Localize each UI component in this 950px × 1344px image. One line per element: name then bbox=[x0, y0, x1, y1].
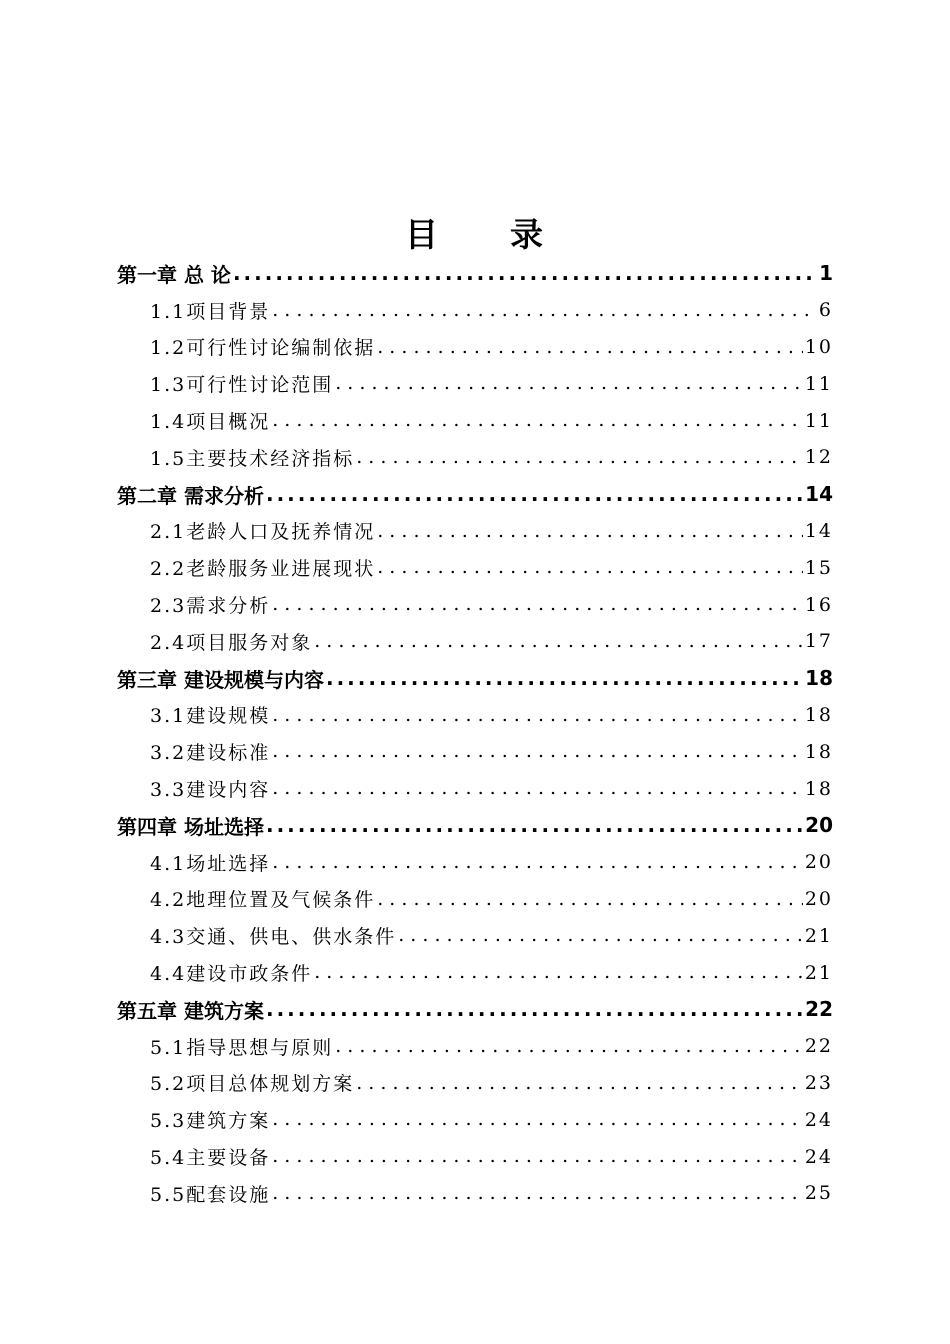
toc-chapter[interactable] bbox=[0, 476, 833, 513]
toc-leader bbox=[266, 812, 803, 838]
toc-section[interactable] bbox=[0, 844, 833, 881]
toc-leader bbox=[398, 923, 803, 948]
toc-section[interactable] bbox=[0, 697, 833, 734]
toc-page-number: 25 bbox=[804, 1182, 833, 1205]
toc-entry-label: 第五章 建筑方案 bbox=[117, 998, 264, 1023]
toc-leader bbox=[326, 665, 803, 691]
toc-entry-label: 4.3交通、供电、供水条件 bbox=[150, 926, 397, 949]
toc-page-number: 15 bbox=[804, 556, 833, 579]
toc-leader bbox=[314, 960, 803, 985]
toc-page-number: 24 bbox=[804, 1145, 833, 1168]
toc-section[interactable] bbox=[0, 733, 833, 770]
toc-entry-label: 1.1项目背景 bbox=[150, 300, 271, 323]
toc-leader bbox=[272, 592, 803, 617]
toc-leader bbox=[272, 703, 803, 728]
toc-page-number: 20 bbox=[804, 887, 833, 910]
toc-entry-label: 第四章 场址选择 bbox=[117, 814, 264, 839]
toc-section[interactable] bbox=[0, 1065, 833, 1102]
toc-entry-label: 5.4主要设备 bbox=[150, 1147, 271, 1170]
toc-entry-label: 3.3建设内容 bbox=[150, 779, 271, 802]
toc-chapter[interactable] bbox=[0, 660, 833, 697]
toc-page-number: 20 bbox=[804, 851, 833, 874]
toc-section[interactable] bbox=[0, 881, 833, 918]
toc-page-number: 14 bbox=[805, 482, 833, 507]
toc-entry-label: 4.4建设市政条件 bbox=[150, 963, 313, 986]
toc-section[interactable] bbox=[0, 770, 833, 807]
toc-chapter[interactable] bbox=[0, 807, 833, 844]
toc-section[interactable] bbox=[0, 954, 833, 991]
toc-section[interactable] bbox=[0, 623, 833, 660]
toc-section[interactable] bbox=[0, 1138, 833, 1175]
toc-chapter[interactable] bbox=[0, 255, 833, 292]
toc-leader bbox=[272, 739, 803, 764]
toc-page-number: 21 bbox=[804, 961, 833, 984]
toc-page-number: 24 bbox=[804, 1108, 833, 1131]
toc-entry-label: 1.5主要技术经济指标 bbox=[150, 447, 355, 470]
toc-leader bbox=[335, 1034, 803, 1059]
toc-page-number: 6 bbox=[818, 299, 833, 322]
toc-page-number: 22 bbox=[804, 1035, 833, 1058]
toc-title: 目 录 bbox=[405, 215, 545, 254]
toc-entry-label: 2.2老龄服务业进展现状 bbox=[150, 558, 376, 581]
toc-leader bbox=[272, 1107, 803, 1132]
toc-section[interactable] bbox=[0, 329, 833, 366]
toc-leader bbox=[272, 1144, 803, 1169]
toc-page-number: 1 bbox=[819, 261, 833, 286]
toc-entry-label: 第二章 需求分析 bbox=[117, 483, 264, 508]
toc-entry-label: 5.3建筑方案 bbox=[150, 1110, 271, 1133]
toc-section[interactable] bbox=[0, 1028, 833, 1065]
toc-leader bbox=[356, 445, 803, 470]
toc-page-number: 18 bbox=[804, 777, 833, 800]
toc-page-number: 16 bbox=[804, 593, 833, 616]
toc-section[interactable] bbox=[0, 365, 833, 402]
toc-entry-label: 第三章 建设规模与内容 bbox=[117, 667, 324, 692]
toc-leader bbox=[272, 850, 803, 875]
toc-entry-label: 1.2可行性讨论编制依据 bbox=[150, 337, 376, 360]
toc-page-number: 12 bbox=[804, 446, 833, 469]
toc-leader bbox=[272, 1181, 803, 1206]
toc-page-number: 18 bbox=[804, 703, 833, 726]
toc-entry-label: 1.3可行性讨论范围 bbox=[150, 374, 334, 397]
toc-entry-label: 5.5配套设施 bbox=[150, 1183, 271, 1206]
toc-page-number: 11 bbox=[804, 409, 833, 432]
toc-leader bbox=[233, 260, 817, 286]
toc-entry-label: 1.4项目概况 bbox=[150, 411, 271, 434]
toc-entry-label: 2.3需求分析 bbox=[150, 595, 271, 618]
toc-entry-label: 4.2地理位置及气候条件 bbox=[150, 889, 376, 912]
toc-section[interactable] bbox=[0, 292, 833, 329]
toc-leader bbox=[272, 408, 803, 433]
toc-section[interactable] bbox=[0, 402, 833, 439]
toc-page-number: 22 bbox=[805, 997, 833, 1022]
toc-entry-label: 第一章 总 论 bbox=[117, 262, 231, 287]
toc-leader bbox=[377, 519, 803, 544]
toc-section[interactable] bbox=[0, 1175, 833, 1212]
toc-page-number: 14 bbox=[804, 519, 833, 542]
toc-leader bbox=[266, 996, 803, 1022]
toc-leader bbox=[377, 887, 803, 912]
toc-chapter[interactable] bbox=[0, 991, 833, 1028]
toc-page-number: 18 bbox=[805, 666, 833, 691]
toc-entry-label: 3.1建设规模 bbox=[150, 705, 271, 728]
toc-list bbox=[0, 255, 950, 1212]
toc-page-number: 11 bbox=[804, 372, 833, 395]
toc-leader bbox=[314, 629, 803, 654]
toc-page-number: 17 bbox=[804, 630, 833, 653]
toc-entry-label: 4.1场址选择 bbox=[150, 852, 271, 875]
toc-leader bbox=[272, 298, 817, 323]
toc-entry-label: 2.4项目服务对象 bbox=[150, 631, 313, 654]
toc-leader bbox=[377, 335, 803, 360]
toc-leader bbox=[266, 481, 803, 507]
toc-page-number: 10 bbox=[804, 335, 833, 358]
toc-page-number: 20 bbox=[805, 813, 833, 838]
toc-section[interactable] bbox=[0, 513, 833, 550]
toc-leader bbox=[335, 371, 803, 396]
toc-entry-label: 2.1老龄人口及抚养情况 bbox=[150, 521, 376, 544]
toc-section[interactable] bbox=[0, 549, 833, 586]
toc-entry-label: 5.2项目总体规划方案 bbox=[150, 1073, 355, 1096]
toc-section[interactable] bbox=[0, 917, 833, 954]
toc-page-number: 21 bbox=[804, 924, 833, 947]
toc-leader bbox=[272, 776, 803, 801]
toc-leader bbox=[377, 555, 803, 580]
toc-entry-label: 3.2建设标准 bbox=[150, 742, 271, 765]
toc-page-number: 23 bbox=[804, 1071, 833, 1094]
toc-entry-label: 5.1指导思想与原则 bbox=[150, 1036, 334, 1059]
toc-leader bbox=[356, 1071, 803, 1096]
toc-section[interactable] bbox=[0, 586, 833, 623]
toc-page-number: 18 bbox=[804, 740, 833, 763]
toc-section[interactable] bbox=[0, 1101, 833, 1138]
toc-section[interactable] bbox=[0, 439, 833, 476]
